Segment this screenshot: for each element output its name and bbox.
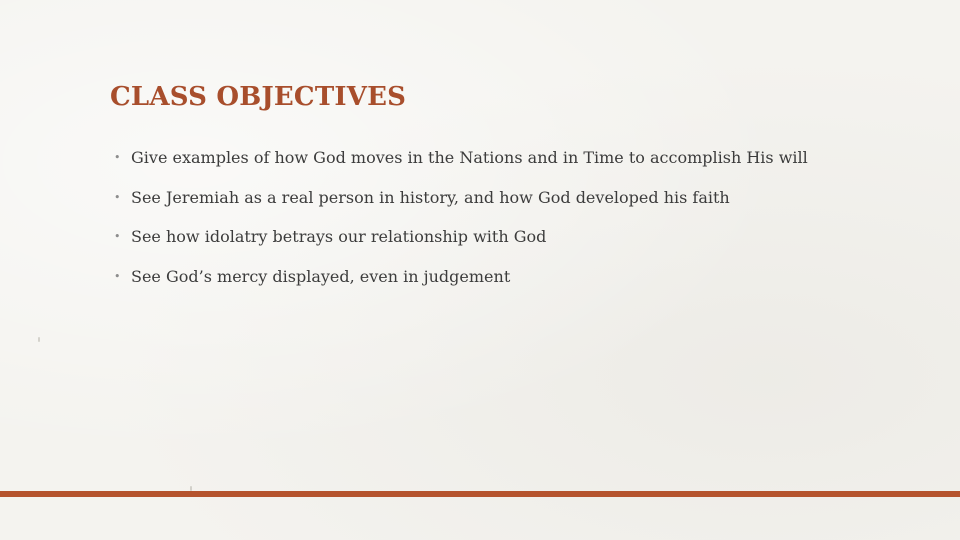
list-item bbox=[114, 225, 808, 265]
paper-speck bbox=[38, 337, 40, 342]
bullet-icon: • bbox=[114, 151, 121, 164]
bullet-icon: • bbox=[114, 190, 121, 204]
objectives-list bbox=[114, 146, 808, 304]
accent-bar bbox=[0, 491, 960, 497]
list-item bbox=[114, 186, 808, 226]
bullet-icon: • bbox=[114, 269, 121, 283]
list-item-text: Give examples of how God moves in the Nations and in Time to accomplish His will bbox=[131, 148, 808, 167]
list-item-text: See Jeremiah as a real person in history, and how God developed his faith bbox=[131, 187, 730, 207]
slide-title: CLASS OBJECTIVES bbox=[110, 82, 407, 112]
bullet-icon: • bbox=[114, 230, 121, 243]
list-item bbox=[114, 146, 808, 186]
list-item bbox=[114, 265, 808, 305]
list-item-text: See God’s mercy displayed, even in judgement bbox=[131, 266, 511, 286]
list-item-text: See how idolatry betrays our relationship with God bbox=[131, 227, 547, 246]
